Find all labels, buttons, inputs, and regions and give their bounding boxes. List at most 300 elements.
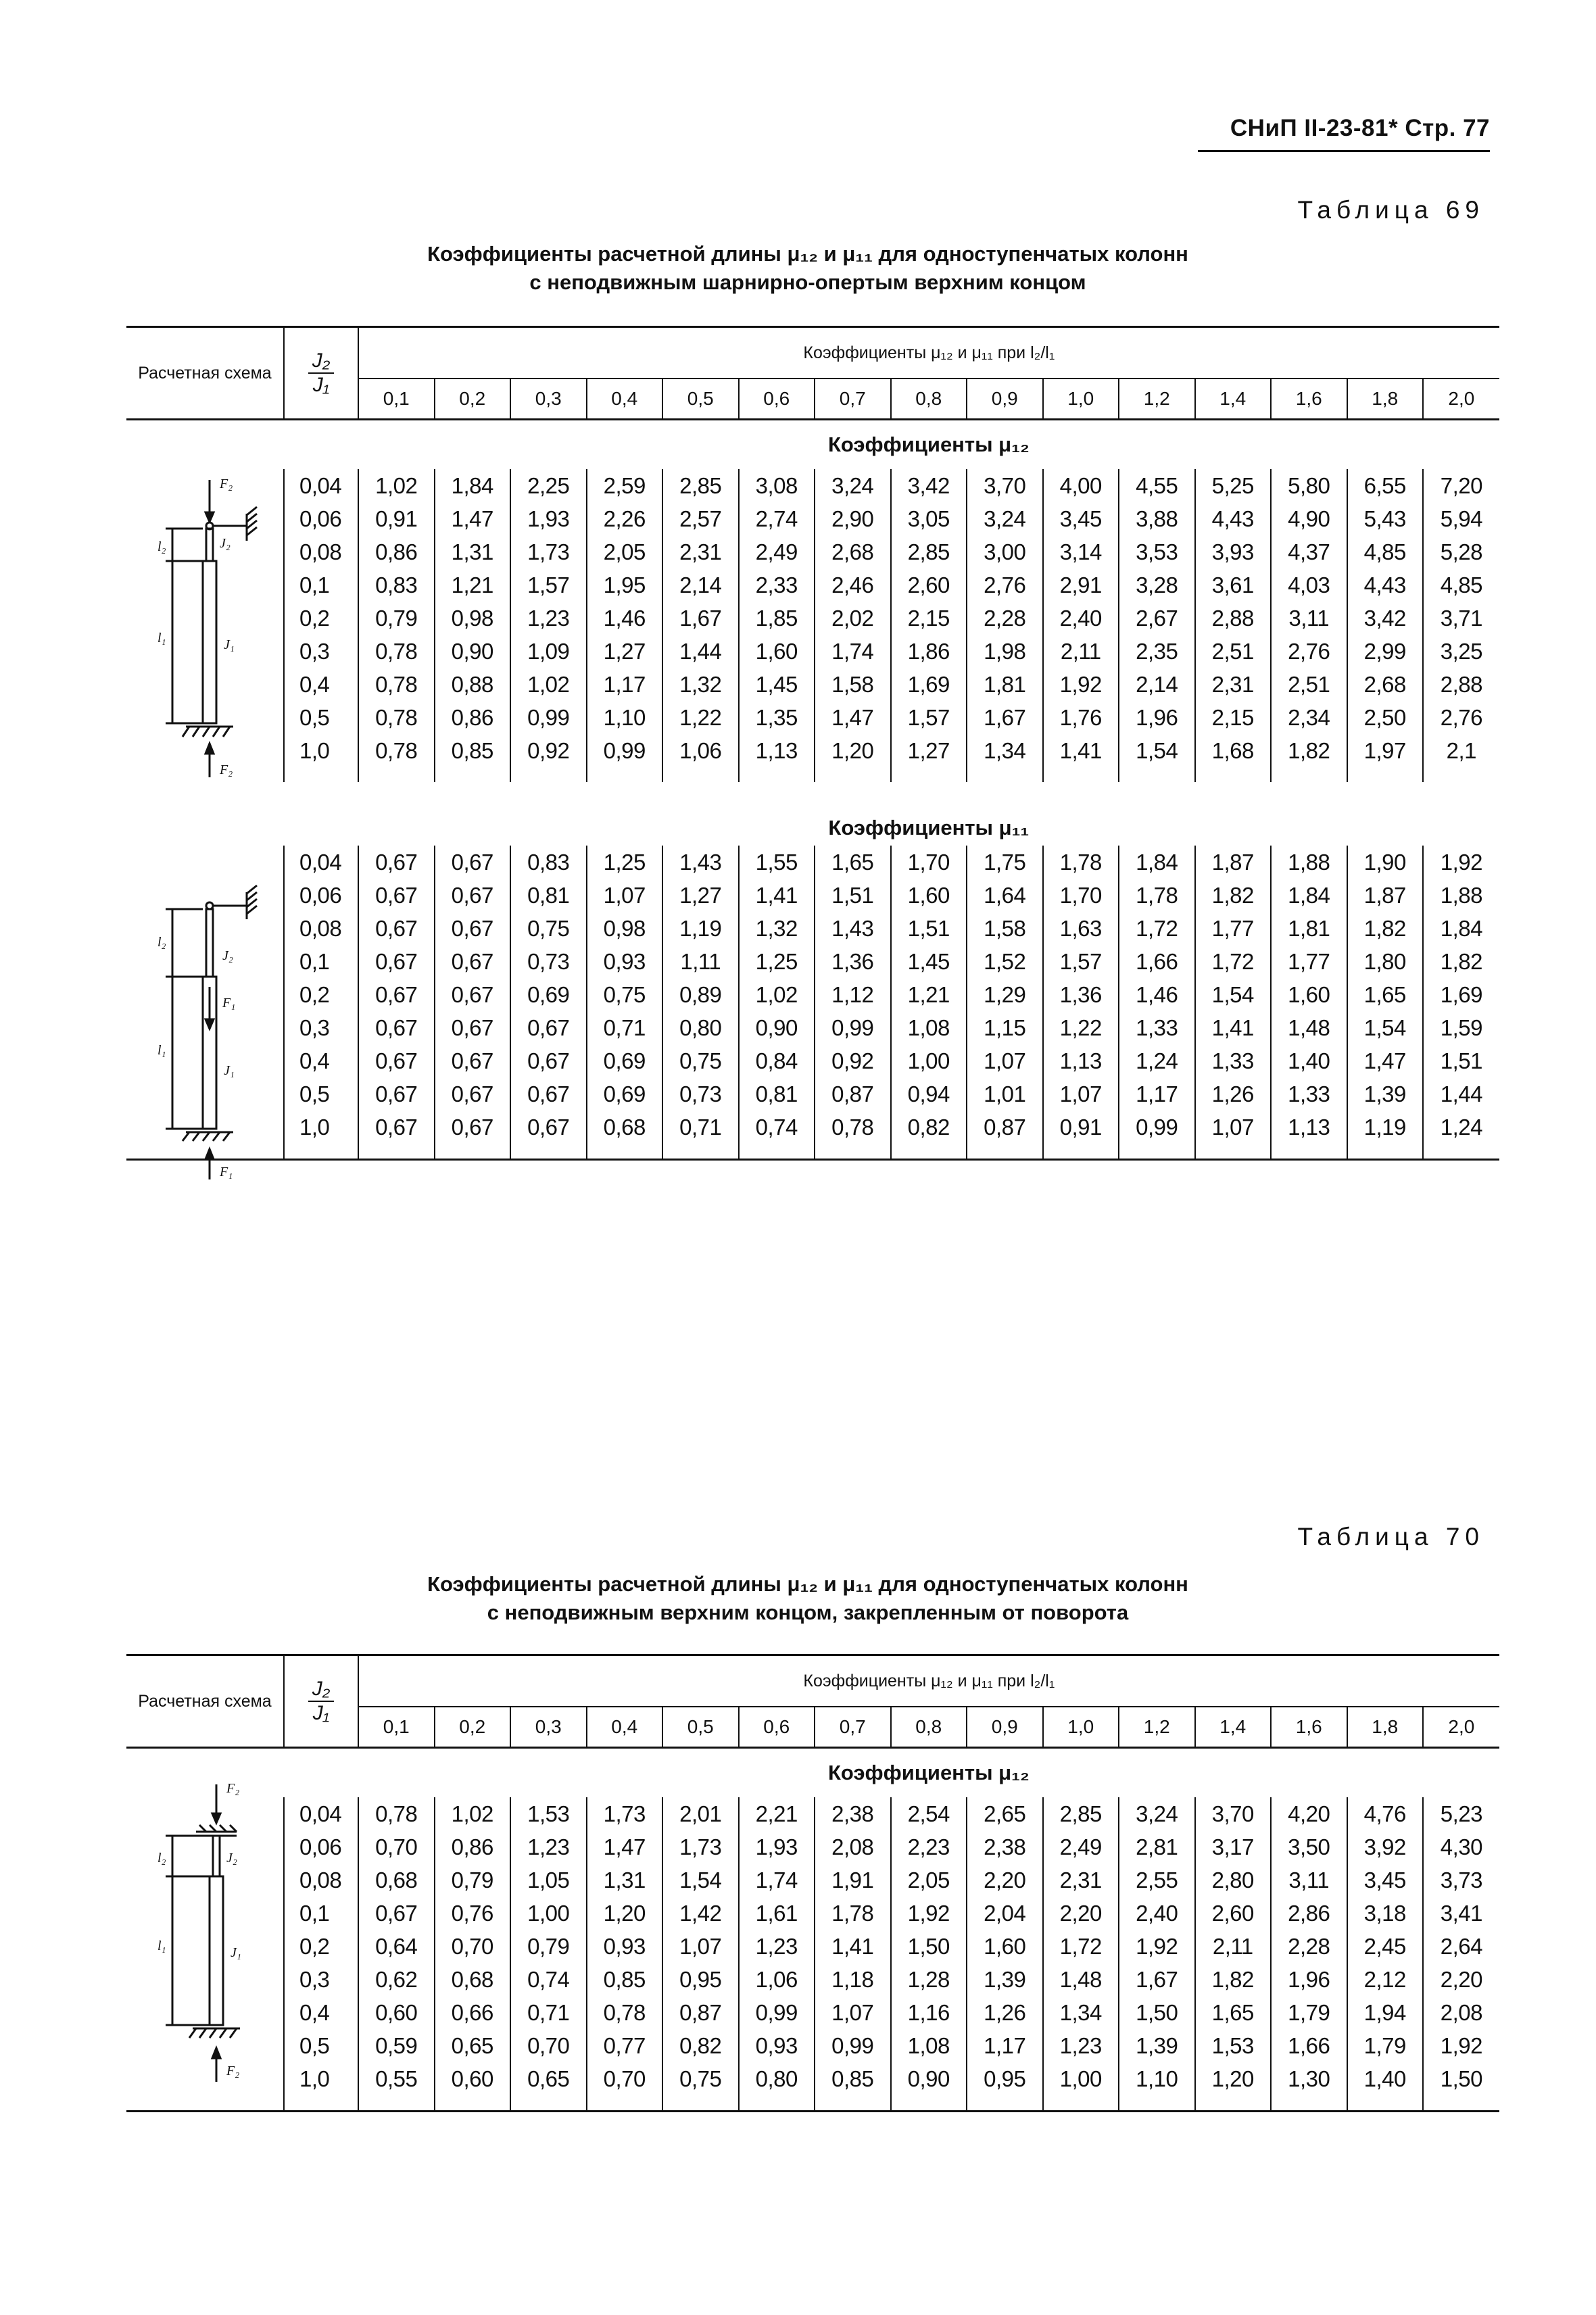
coefficient-cell: 4,37: [1271, 535, 1347, 568]
ratio-value: 1,0: [284, 1111, 358, 1144]
coefficient-cell: 1,92: [1043, 668, 1119, 701]
coefficient-cell: 0,78: [358, 734, 435, 767]
coefficient-cell: 0,60: [435, 2062, 511, 2095]
coefficient-cell: 1,93: [510, 502, 587, 535]
coefficient-cell: 1,01: [967, 1077, 1043, 1111]
coefficient-cell: 0,70: [587, 2062, 663, 2095]
coefficient-cell: 2,20: [1043, 1897, 1119, 1930]
coefficient-cell: 1,50: [891, 1930, 967, 1963]
column-header: 0,6: [739, 379, 815, 420]
coefficient-cell: 1,47: [815, 701, 891, 734]
column-header: 0,8: [891, 379, 967, 420]
coefficient-cell: 0,67: [358, 1011, 435, 1044]
coefficient-cell: 2,38: [967, 1830, 1043, 1863]
coefficient-cell: 4,85: [1423, 568, 1499, 602]
coefficient-cell: 1,33: [1195, 1044, 1272, 1077]
coefficient-cell: 1,47: [435, 502, 511, 535]
table-row: [126, 879, 1499, 912]
coefficient-cell: 1,73: [510, 535, 587, 568]
ratio-value: 0,08: [284, 912, 358, 945]
coefficient-cell: 0,82: [891, 1111, 967, 1144]
coefficient-cell: 1,82: [1195, 879, 1272, 912]
coefficient-cell: 1,82: [1423, 945, 1499, 978]
coefficients-span-header: Коэффициенты μ₁₂ и μ₁₁ при l₂/l₁: [358, 327, 1499, 379]
scheme-diagram-hinged-mu12: [152, 473, 281, 784]
coefficient-cell: 2,01: [662, 1797, 739, 1830]
coefficient-cell: 2,90: [815, 502, 891, 535]
coefficient-cell: 0,85: [435, 734, 511, 767]
coefficient-cell: 0,60: [358, 1996, 435, 2029]
coefficient-cell: 1,43: [662, 846, 739, 879]
coefficient-cell: 1,33: [1271, 1077, 1347, 1111]
coefficient-cell: 1,50: [1119, 1996, 1195, 2029]
coefficient-cell: 1,44: [1423, 1077, 1499, 1111]
coefficient-cell: 1,60: [967, 1930, 1043, 1963]
coefficient-cell: 3,53: [1119, 535, 1195, 568]
coefficient-cell: 1,82: [1195, 1963, 1272, 1996]
coefficient-cell: 0,73: [510, 945, 587, 978]
coefficient-cell: 1,13: [739, 734, 815, 767]
scheme-header: Расчетная схема: [126, 1655, 284, 1748]
svg-text:J₂: J₂: [220, 536, 231, 551]
coefficient-cell: 0,90: [891, 2062, 967, 2095]
coefficient-cell: 0,55: [358, 2062, 435, 2095]
scheme-diagram-fixed-top-mu12: [152, 1778, 281, 2089]
coefficient-cell: 0,67: [510, 1077, 587, 1111]
mu12-block: [126, 469, 1499, 782]
coefficient-cell: 0,65: [435, 2029, 511, 2062]
column-header: 1,0: [1043, 379, 1119, 420]
coefficient-cell: 1,76: [1043, 701, 1119, 734]
coefficient-cell: 3,08: [739, 469, 815, 502]
coefficient-cell: 1,58: [967, 912, 1043, 945]
coefficient-cell: 0,67: [358, 912, 435, 945]
svg-text:l₂: l₂: [158, 539, 166, 554]
coefficient-cell: 2,20: [1423, 1963, 1499, 1996]
coefficient-cell: 2,54: [891, 1797, 967, 1830]
coefficient-cell: 5,23: [1423, 1797, 1499, 1830]
coefficient-cell: 0,67: [358, 1111, 435, 1144]
coefficient-cell: 1,08: [891, 2029, 967, 2062]
coefficient-cell: 0,85: [587, 1963, 663, 1996]
ratio-value: 0,04: [284, 846, 358, 879]
coefficient-cell: 1,60: [1271, 978, 1347, 1011]
coefficient-cell: 1,43: [815, 912, 891, 945]
coefficient-cell: 0,67: [435, 1077, 511, 1111]
coefficient-cell: 1,73: [587, 1797, 663, 1830]
coefficient-cell: 2,81: [1119, 1830, 1195, 1863]
table-row: [126, 1011, 1499, 1044]
coefficient-cell: 5,43: [1347, 502, 1424, 535]
table-69-label: Таблица 69: [1297, 196, 1484, 224]
coefficient-cell: 1,60: [739, 635, 815, 668]
coefficient-cell: 4,03: [1271, 568, 1347, 602]
coefficient-cell: 1,02: [358, 469, 435, 502]
coefficients-span-header: Коэффициенты μ₁₂ и μ₁₁ при l₂/l₁: [358, 1655, 1499, 1707]
column-header: 1,4: [1195, 379, 1272, 420]
table-row: [126, 1111, 1499, 1144]
coefficient-cell: 1,67: [967, 701, 1043, 734]
coefficient-cell: 3,50: [1271, 1830, 1347, 1863]
coefficient-cell: 1,10: [587, 701, 663, 734]
coefficient-cell: 1,41: [1043, 734, 1119, 767]
coefficient-cell: 1,39: [1347, 1077, 1424, 1111]
coefficient-cell: 2,1: [1423, 734, 1499, 767]
coefficient-cell: 0,69: [587, 1044, 663, 1077]
coefficient-cell: 1,40: [1271, 1044, 1347, 1077]
table-row: [126, 635, 1499, 668]
column-header: 0,9: [967, 379, 1043, 420]
coefficient-cell: 3,88: [1119, 502, 1195, 535]
table-row: [126, 2062, 1499, 2095]
coefficient-cell: 3,05: [891, 502, 967, 535]
coefficient-cell: 1,64: [967, 879, 1043, 912]
coefficient-cell: 2,14: [1119, 668, 1195, 701]
coefficient-cell: 1,16: [891, 1996, 967, 2029]
coefficient-cell: 1,15: [967, 1011, 1043, 1044]
coefficient-cell: 0,99: [815, 2029, 891, 2062]
coefficient-cell: 0,99: [815, 1011, 891, 1044]
coefficient-cell: 1,17: [587, 668, 663, 701]
coefficient-cell: 0,59: [358, 2029, 435, 2062]
coefficient-cell: 1,92: [1423, 2029, 1499, 2062]
svg-text:J₁: J₁: [231, 1945, 241, 1960]
coefficient-cell: 1,51: [815, 879, 891, 912]
coefficient-cell: 1,21: [891, 978, 967, 1011]
coefficient-cell: 0,67: [358, 1044, 435, 1077]
coefficient-cell: 0,69: [510, 978, 587, 1011]
coefficient-cell: 0,93: [587, 945, 663, 978]
coefficient-cell: 1,02: [435, 1797, 511, 1830]
coefficient-cell: 1,00: [1043, 2062, 1119, 2095]
svg-text:l₁: l₁: [158, 1939, 166, 1953]
column-header: 0,3: [510, 1707, 587, 1748]
svg-text:F₂: F₂: [220, 762, 233, 777]
column-header: 0,2: [435, 1707, 511, 1748]
coefficient-cell: 0,87: [662, 1996, 739, 2029]
coefficient-cell: 3,25: [1423, 635, 1499, 668]
coefficient-cell: 2,74: [739, 502, 815, 535]
coefficient-cell: 0,67: [435, 1044, 511, 1077]
coefficient-cell: 0,67: [510, 1111, 587, 1144]
coefficient-cell: 0,67: [435, 1111, 511, 1144]
coefficient-cell: 0,66: [435, 1996, 511, 2029]
coefficient-cell: 0,78: [358, 635, 435, 668]
coefficient-cell: 0,71: [587, 1011, 663, 1044]
coefficient-cell: 0,68: [587, 1111, 663, 1144]
coefficient-cell: 1,66: [1119, 945, 1195, 978]
coefficient-cell: 1,42: [662, 1897, 739, 1930]
coefficient-cell: 1,92: [1119, 1930, 1195, 1963]
coefficient-cell: 0,79: [358, 602, 435, 635]
coefficient-cell: 1,07: [1195, 1111, 1272, 1144]
coefficient-cell: 0,78: [358, 668, 435, 701]
ratio-value: 0,5: [284, 701, 358, 734]
coefficient-cell: 2,55: [1119, 1863, 1195, 1897]
column-header: 0,8: [891, 1707, 967, 1748]
ratio-value: 0,4: [284, 668, 358, 701]
coefficient-cell: 0,70: [510, 2029, 587, 2062]
coefficient-cell: 1,20: [815, 734, 891, 767]
coefficient-cell: 3,71: [1423, 602, 1499, 635]
coefficient-cell: 2,51: [1271, 668, 1347, 701]
coefficient-cell: 0,67: [435, 846, 511, 879]
coefficient-cell: 1,50: [1423, 2062, 1499, 2095]
ratio-value: 0,04: [284, 469, 358, 502]
coefficient-cell: 2,15: [891, 602, 967, 635]
coefficient-cell: 0,70: [435, 1930, 511, 1963]
coefficient-cell: 0,68: [435, 1963, 511, 1996]
coefficient-cell: 1,31: [435, 535, 511, 568]
coefficient-cell: 1,17: [967, 2029, 1043, 2062]
coefficient-cell: 0,67: [358, 846, 435, 879]
coefficient-cell: 0,92: [815, 1044, 891, 1077]
coefficient-cell: 3,42: [891, 469, 967, 502]
coefficient-cell: 0,89: [662, 978, 739, 1011]
column-header: 0,3: [510, 379, 587, 420]
coefficient-cell: 1,86: [891, 635, 967, 668]
coefficient-cell: 1,69: [891, 668, 967, 701]
coefficient-cell: 2,11: [1043, 635, 1119, 668]
coefficient-cell: 5,25: [1195, 469, 1272, 502]
column-header: 0,7: [815, 1707, 891, 1748]
coefficient-cell: 0,86: [435, 1830, 511, 1863]
ratio-value: 0,06: [284, 879, 358, 912]
coefficient-cell: 0,67: [358, 879, 435, 912]
coefficient-cell: 1,32: [662, 668, 739, 701]
coefficient-cell: 1,20: [1195, 2062, 1272, 2095]
coefficient-cell: 2,15: [1195, 701, 1272, 734]
coefficient-cell: 0,98: [435, 602, 511, 635]
coefficient-cell: 2,57: [662, 502, 739, 535]
column-header: 1,8: [1347, 1707, 1424, 1748]
coefficient-cell: 1,65: [815, 846, 891, 879]
coefficient-cell: 1,88: [1423, 879, 1499, 912]
coefficient-cell: 1,58: [815, 668, 891, 701]
coefficient-cell: 1,41: [1195, 1011, 1272, 1044]
coefficient-cell: 4,43: [1195, 502, 1272, 535]
coefficient-cell: 2,05: [891, 1863, 967, 1897]
coefficient-cell: 1,79: [1347, 2029, 1424, 2062]
coefficient-cell: 1,95: [587, 568, 663, 602]
coefficient-cell: 0,81: [739, 1077, 815, 1111]
coefficient-cell: 0,84: [739, 1044, 815, 1077]
coefficient-cell: 0,76: [435, 1897, 511, 1930]
coefficient-cell: 2,40: [1043, 602, 1119, 635]
coefficient-cell: 0,87: [967, 1111, 1043, 1144]
coefficient-cell: 1,19: [1347, 1111, 1424, 1144]
coefficient-cell: 1,75: [967, 846, 1043, 879]
table-row: [126, 602, 1499, 635]
coefficient-cell: 4,20: [1271, 1797, 1347, 1830]
coefficient-cell: 3,24: [967, 502, 1043, 535]
coefficient-cell: 2,99: [1347, 635, 1424, 668]
coefficient-cell: 1,22: [1043, 1011, 1119, 1044]
table-row: [126, 1996, 1499, 2029]
coefficient-cell: 2,68: [815, 535, 891, 568]
coefficient-cell: 1,81: [967, 668, 1043, 701]
coefficient-cell: 3,45: [1347, 1863, 1424, 1897]
coefficient-cell: 1,34: [1043, 1996, 1119, 2029]
ratio-numerator: J₂: [308, 349, 334, 374]
coefficient-cell: 1,25: [739, 945, 815, 978]
coefficient-cell: 1,23: [510, 602, 587, 635]
table-70-caption-line2: с неподвижным верхним концом, закрепленным от поворота: [487, 1601, 1129, 1624]
coefficient-cell: 1,32: [739, 912, 815, 945]
coefficient-cell: 0,67: [358, 1077, 435, 1111]
mu12-block: [126, 1797, 1499, 2112]
coefficient-cell: 3,18: [1347, 1897, 1424, 1930]
coefficient-cell: 1,90: [1347, 846, 1424, 879]
coefficient-cell: 0,80: [662, 1011, 739, 1044]
table-row: [126, 1044, 1499, 1077]
coefficient-cell: 3,28: [1119, 568, 1195, 602]
svg-text:l₁: l₁: [158, 1043, 166, 1058]
coefficient-cell: 0,67: [435, 978, 511, 1011]
ratio-header: [284, 327, 358, 420]
coefficient-cell: 1,84: [1119, 846, 1195, 879]
svg-text:J₁: J₁: [224, 1063, 235, 1078]
table-70-caption: [324, 1570, 1291, 1627]
coefficient-cell: 2,85: [1043, 1797, 1119, 1830]
coefficient-cell: 1,23: [739, 1930, 815, 1963]
ratio-denominator: J₁: [312, 374, 330, 396]
column-header: 0,4: [587, 1707, 663, 1748]
coefficient-cell: 0,90: [435, 635, 511, 668]
coefficient-cell: 1,72: [1043, 1930, 1119, 1963]
coefficient-cell: 1,06: [739, 1963, 815, 1996]
ratio-value: 0,08: [284, 1863, 358, 1897]
coefficient-cell: 2,31: [662, 535, 739, 568]
coefficient-cell: 1,57: [1043, 945, 1119, 978]
coefficient-cell: 3,42: [1347, 602, 1424, 635]
coefficient-cell: 1,54: [662, 1863, 739, 1897]
table-row: [126, 1077, 1499, 1111]
coefficient-cell: 1,47: [1347, 1044, 1424, 1077]
ratio-value: 1,0: [284, 2062, 358, 2095]
coefficient-cell: 1,61: [739, 1897, 815, 1930]
coefficient-cell: 2,21: [739, 1797, 815, 1830]
coefficient-cell: 1,39: [967, 1963, 1043, 1996]
section-mu11-title: Коэффициенты μ₁₁: [828, 816, 1030, 839]
ratio-value: 1,0: [284, 734, 358, 767]
ratio-value: 0,2: [284, 602, 358, 635]
coefficient-cell: 0,67: [510, 1044, 587, 1077]
coefficient-cell: 2,76: [1271, 635, 1347, 668]
coefficient-cell: 1,73: [662, 1830, 739, 1863]
coefficient-cell: 1,39: [1119, 2029, 1195, 2062]
coefficient-cell: 1,47: [587, 1830, 663, 1863]
column-header: 1,4: [1195, 1707, 1272, 1748]
coefficient-cell: 0,75: [662, 1044, 739, 1077]
coefficient-cell: 3,70: [967, 469, 1043, 502]
coefficient-cell: 3,00: [967, 535, 1043, 568]
coefficient-cell: 1,55: [739, 846, 815, 879]
coefficient-cell: 1,84: [1271, 879, 1347, 912]
coefficient-cell: 3,11: [1271, 602, 1347, 635]
coefficient-cell: 1,10: [1119, 2062, 1195, 2095]
coefficient-cell: 1,81: [1271, 912, 1347, 945]
section-mu12-title: Коэффициенты μ₁₂: [827, 433, 1030, 456]
coefficient-cell: 0,64: [358, 1930, 435, 1963]
coefficient-cell: 1,54: [1119, 734, 1195, 767]
ratio-value: 0,5: [284, 2029, 358, 2062]
coefficient-cell: 0,86: [435, 701, 511, 734]
coefficient-cell: 1,27: [662, 879, 739, 912]
coefficient-cell: 1,29: [967, 978, 1043, 1011]
coefficient-cell: 2,60: [891, 568, 967, 602]
coefficient-cell: 1,23: [510, 1830, 587, 1863]
coefficient-cell: 1,78: [1043, 846, 1119, 879]
ratio-value: 0,5: [284, 1077, 358, 1111]
coefficient-cell: 3,61: [1195, 568, 1272, 602]
coefficient-cell: 4,90: [1271, 502, 1347, 535]
coefficient-cell: 1,67: [1119, 1963, 1195, 1996]
coefficient-cell: 0,78: [587, 1996, 663, 2029]
coefficient-cell: 2,60: [1195, 1897, 1272, 1930]
coefficient-cell: 1,20: [587, 1897, 663, 1930]
coefficient-cell: 1,77: [1271, 945, 1347, 978]
coefficient-cell: 2,85: [891, 535, 967, 568]
coefficient-cell: 2,59: [587, 469, 663, 502]
coefficient-cell: 1,92: [891, 1897, 967, 1930]
coefficient-cell: 0,75: [510, 912, 587, 945]
coefficient-cell: 2,50: [1347, 701, 1424, 734]
coefficient-cell: 1,72: [1195, 945, 1272, 978]
coefficient-cell: 2,80: [1195, 1863, 1272, 1897]
coefficient-cell: 1,88: [1271, 846, 1347, 879]
coefficient-cell: 0,82: [662, 2029, 739, 2062]
coefficient-cell: 2,08: [1423, 1996, 1499, 2029]
coefficient-cell: 1,52: [967, 945, 1043, 978]
column-header: 1,6: [1271, 379, 1347, 420]
coefficient-cell: 1,25: [587, 846, 663, 879]
coefficient-cell: 1,85: [739, 602, 815, 635]
coefficient-cell: 1,82: [1271, 734, 1347, 767]
coefficient-cell: 3,11: [1271, 1863, 1347, 1897]
coefficient-cell: 1,28: [891, 1963, 967, 1996]
svg-text:l₁: l₁: [158, 631, 166, 645]
coefficient-cell: 2,31: [1195, 668, 1272, 701]
coefficient-cell: 1,00: [510, 1897, 587, 1930]
table-row: [126, 1897, 1499, 1930]
coefficient-cell: 1,07: [1043, 1077, 1119, 1111]
svg-text:F₁: F₁: [220, 1165, 233, 1179]
coefficient-cell: 1,80: [1347, 945, 1424, 978]
coefficient-cell: 2,28: [967, 602, 1043, 635]
coefficient-cell: 0,71: [510, 1996, 587, 2029]
coefficient-cell: 1,05: [510, 1863, 587, 1897]
scheme-diagram-hinged-mu11: [152, 872, 281, 1183]
coefficient-cell: 2,64: [1423, 1930, 1499, 1963]
coefficient-cell: 1,26: [967, 1996, 1043, 2029]
coefficient-cell: 2,86: [1271, 1897, 1347, 1930]
table-69-caption-line2: с неподвижным шарнирно-опертым верхним концом: [529, 270, 1086, 294]
table-row: [126, 734, 1499, 767]
coefficient-cell: 4,30: [1423, 1830, 1499, 1863]
coefficient-cell: 1,35: [739, 701, 815, 734]
coefficient-cell: 4,00: [1043, 469, 1119, 502]
coefficient-cell: 0,80: [739, 2062, 815, 2095]
coefficient-cell: 1,53: [510, 1797, 587, 1830]
ratio-value: 0,1: [284, 1897, 358, 1930]
coefficient-cell: 0,75: [662, 2062, 739, 2095]
table-row: [126, 1963, 1499, 1996]
coefficient-cell: 0,95: [662, 1963, 739, 1996]
coefficient-cell: 7,20: [1423, 469, 1499, 502]
coefficient-cell: 0,79: [510, 1930, 587, 1963]
scheme-header: Расчетная схема: [126, 327, 284, 420]
